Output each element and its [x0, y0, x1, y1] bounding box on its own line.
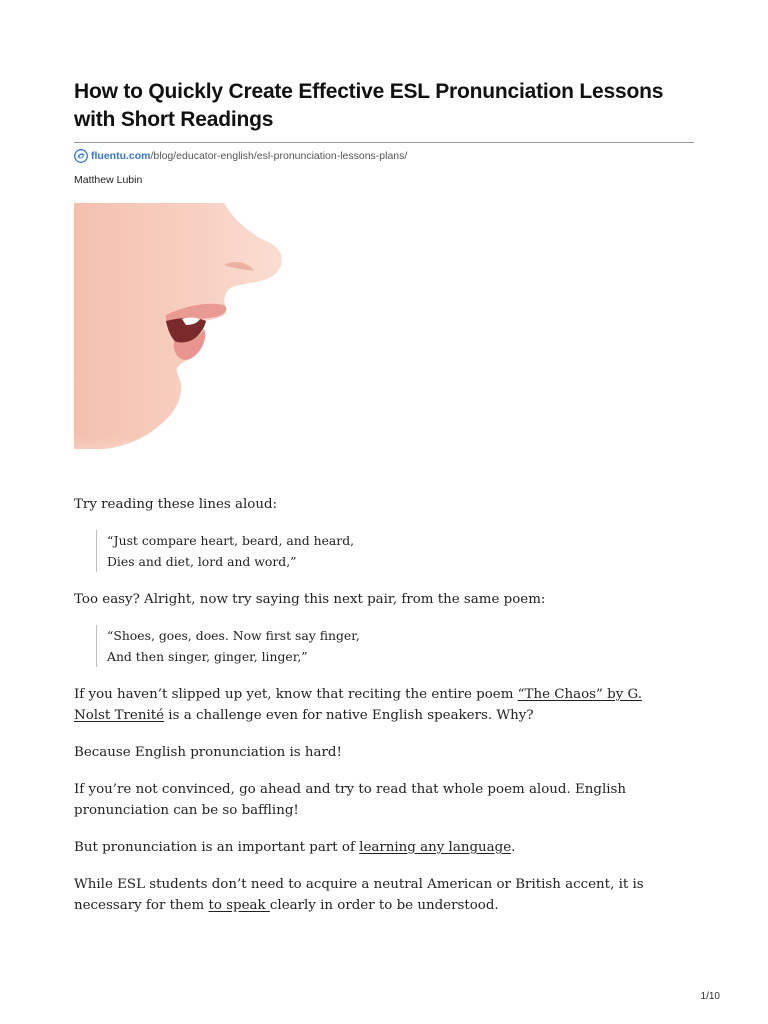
text-span: But pronunciation is an important part of: [74, 840, 360, 855]
source-path[interactable]: /blog/educator-english/esl-pronunciation-lessons-plans/: [150, 150, 408, 162]
the-chaos-link[interactable]: “The Chaos” by G. Nolst Trenité: [74, 687, 643, 723]
source-url[interactable]: [74, 148, 407, 164]
to-speak-link[interactable]: to speak: [208, 898, 270, 913]
text-span: .: [511, 840, 516, 855]
text-span: clearly in order to be understood.: [269, 898, 499, 913]
article-hero-image: [74, 203, 496, 495]
paragraph-intro: Try reading these lines aloud:: [74, 497, 278, 512]
paragraph-too-easy: Too easy? Alright, now try saying this next pair, from the same poem:: [74, 592, 546, 607]
paragraph-esl-students: [74, 874, 696, 916]
quote-line: “Shoes, goes, does. Now first say finger,: [107, 628, 360, 643]
paragraph-chaos: [74, 684, 674, 726]
source-domain[interactable]: fluentu.com: [91, 150, 151, 162]
text-span: If you haven’t slipped up yet, know that reciting the entire poem: [74, 687, 518, 702]
blockquote-2: [96, 625, 647, 667]
author-name: Matthew Lubin: [74, 174, 143, 186]
paragraph-important: [74, 837, 696, 858]
paragraph-convinced: If you’re not convinced, go ahead and try to read that whole poem aloud. English pronunciation can be so baffling!: [74, 782, 627, 818]
paragraph-hard: Because English pronunciation is hard!: [74, 745, 342, 760]
text-span: While ESL students don’t need to acquire a neutral American or British accent, it is necessary for them: [74, 877, 644, 913]
page-number: 1/10: [700, 991, 720, 1002]
quote-line: Dies and diet, lord and word,”: [107, 554, 297, 569]
fluentu-logo-icon: [74, 149, 88, 163]
title-divider: [74, 142, 694, 143]
learning-any-language-link[interactable]: learning any language: [359, 840, 512, 855]
face-profile-open-mouth-image: [74, 203, 496, 495]
quote-line: “Just compare heart, beard, and heard,: [107, 533, 355, 548]
blockquote-1: [96, 530, 647, 572]
article-title: How to Quickly Create Effective ESL Pronunciation Lessons with Short Readings: [74, 80, 664, 131]
quote-line: And then singer, ginger, linger,”: [107, 649, 308, 664]
text-span: is a challenge even for native English speakers. Why?: [164, 708, 534, 723]
